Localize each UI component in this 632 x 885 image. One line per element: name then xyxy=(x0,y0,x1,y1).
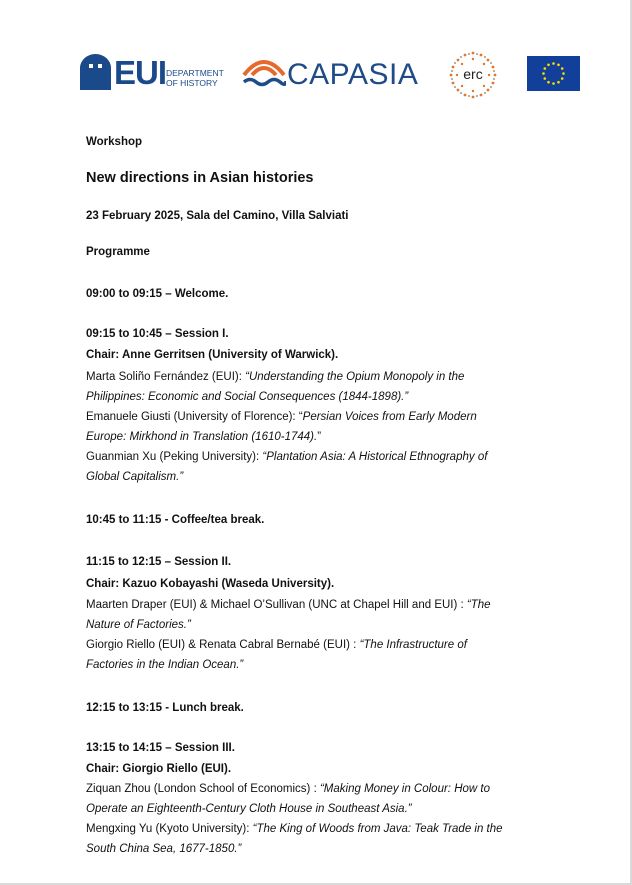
session3-paper2-title: “The King of Woods from Java: Teak Trade in the xyxy=(252,823,503,835)
eu-stars-icon xyxy=(527,56,580,91)
eui-wordmark: EUI xyxy=(114,54,167,91)
session3-time: 13:15 to 14:15 – Session III. xyxy=(86,742,235,754)
date-venue: 23 February 2025, Sala del Camino, Villa Salviati xyxy=(86,210,349,222)
session1-time: 09:15 to 10:45 – Session I. xyxy=(86,328,229,340)
session2-paper1-line2: Nature of Factories.” xyxy=(86,619,191,631)
session1-paper2-line1 xyxy=(86,407,477,427)
session1-paper3-line1 xyxy=(86,447,487,467)
session3-paper1-line2: Operate an Eighteenth-Century Cloth House in Southeast Asia.” xyxy=(86,803,412,815)
session3-paper1-author: Ziquan Zhou (London School of Economics) : xyxy=(86,783,320,795)
session2-paper1-title: “The xyxy=(466,599,491,611)
session1-paper1-author: Marta Soliño Fernández (EUI): xyxy=(86,371,246,383)
logo-row xyxy=(80,50,585,100)
session3-chair: Chair: Giorgio Riello (EUI). xyxy=(86,763,232,775)
session1-paper1-title: “Understanding the Opium Monopoly in the xyxy=(245,371,465,383)
welcome-slot: 09:00 to 09:15 – Welcome. xyxy=(86,288,229,300)
event-kind: Workshop xyxy=(86,136,143,148)
eui-dept-line1: DEPARTMENT xyxy=(166,68,224,78)
session2-paper2-line2: Factories in the Indian Ocean.” xyxy=(86,659,244,671)
session1-paper1-line2: Philippines: Economic and Social Consequences (1844-1898).” xyxy=(86,391,409,403)
session1-paper3-author: Guanmian Xu (Peking University): xyxy=(86,451,263,463)
session1-paper3-title: “Plantation Asia: A Historical Ethnography of xyxy=(262,451,488,463)
coffee-break: 10:45 to 11:15 - Coffee/tea break. xyxy=(86,514,265,526)
session1-paper2-author: Emanuele Giusti (University of Florence): “ xyxy=(86,411,303,423)
eui-dept-line2: OF HISTORY xyxy=(166,78,218,88)
session1-paper1-line1 xyxy=(86,367,464,387)
erc-logo xyxy=(448,50,498,105)
session1-paper3-line2: Global Capitalism.” xyxy=(86,471,184,483)
session2-chair: Chair: Kazuo Kobayashi (Waseda University). xyxy=(86,578,335,590)
session1-chair: Chair: Anne Gerritsen (University of Warwick). xyxy=(86,349,339,361)
session1-paper2-line2 xyxy=(86,427,321,447)
session3-paper2-line1 xyxy=(86,819,503,839)
capasia-bridge-icon xyxy=(242,55,286,89)
lunch-break: 12:15 to 13:15 - Lunch break. xyxy=(86,702,244,714)
session3-paper2-line2: South China Sea, 1677-1850.” xyxy=(86,843,242,855)
session2-paper2-author: Giorgio Riello (EUI) & Renata Cabral Bernabé (EUI) : xyxy=(86,639,360,651)
eui-department-label xyxy=(166,68,224,88)
session1-paper2-title-cont: Europe: Mirkhond in Translation (1610-1744). xyxy=(86,431,318,443)
session2-paper2-line1 xyxy=(86,635,467,655)
session3-paper1-line1 xyxy=(86,779,490,799)
eu-flag xyxy=(527,56,580,91)
session1-paper2-title: Persian Voices from Early Modern xyxy=(302,411,477,423)
session2-paper2-title: “The Infrastructure of xyxy=(359,639,467,651)
page-title: New directions in Asian histories xyxy=(86,170,314,186)
session3-paper2-author: Mengxing Yu (Kyoto University): xyxy=(86,823,253,835)
session3-paper1-title: “Making Money in Colour: How to xyxy=(319,783,490,795)
session2-paper1-line1 xyxy=(86,595,491,615)
capasia-wordmark: CAPASIA xyxy=(287,58,419,91)
session2-paper1-author: Maarten Draper (EUI) & Michael O’Sullivan (UNC at Chapel Hill and EUI) : xyxy=(86,599,467,611)
session2-time: 11:15 to 12:15 – Session II. xyxy=(86,556,232,568)
programme-heading: Programme xyxy=(86,246,150,258)
session1-paper2-close-quote: ” xyxy=(317,431,322,443)
erc-wordmark: erc xyxy=(463,66,483,82)
eui-door-icon xyxy=(80,54,111,90)
erc-emblem-icon xyxy=(448,50,498,100)
